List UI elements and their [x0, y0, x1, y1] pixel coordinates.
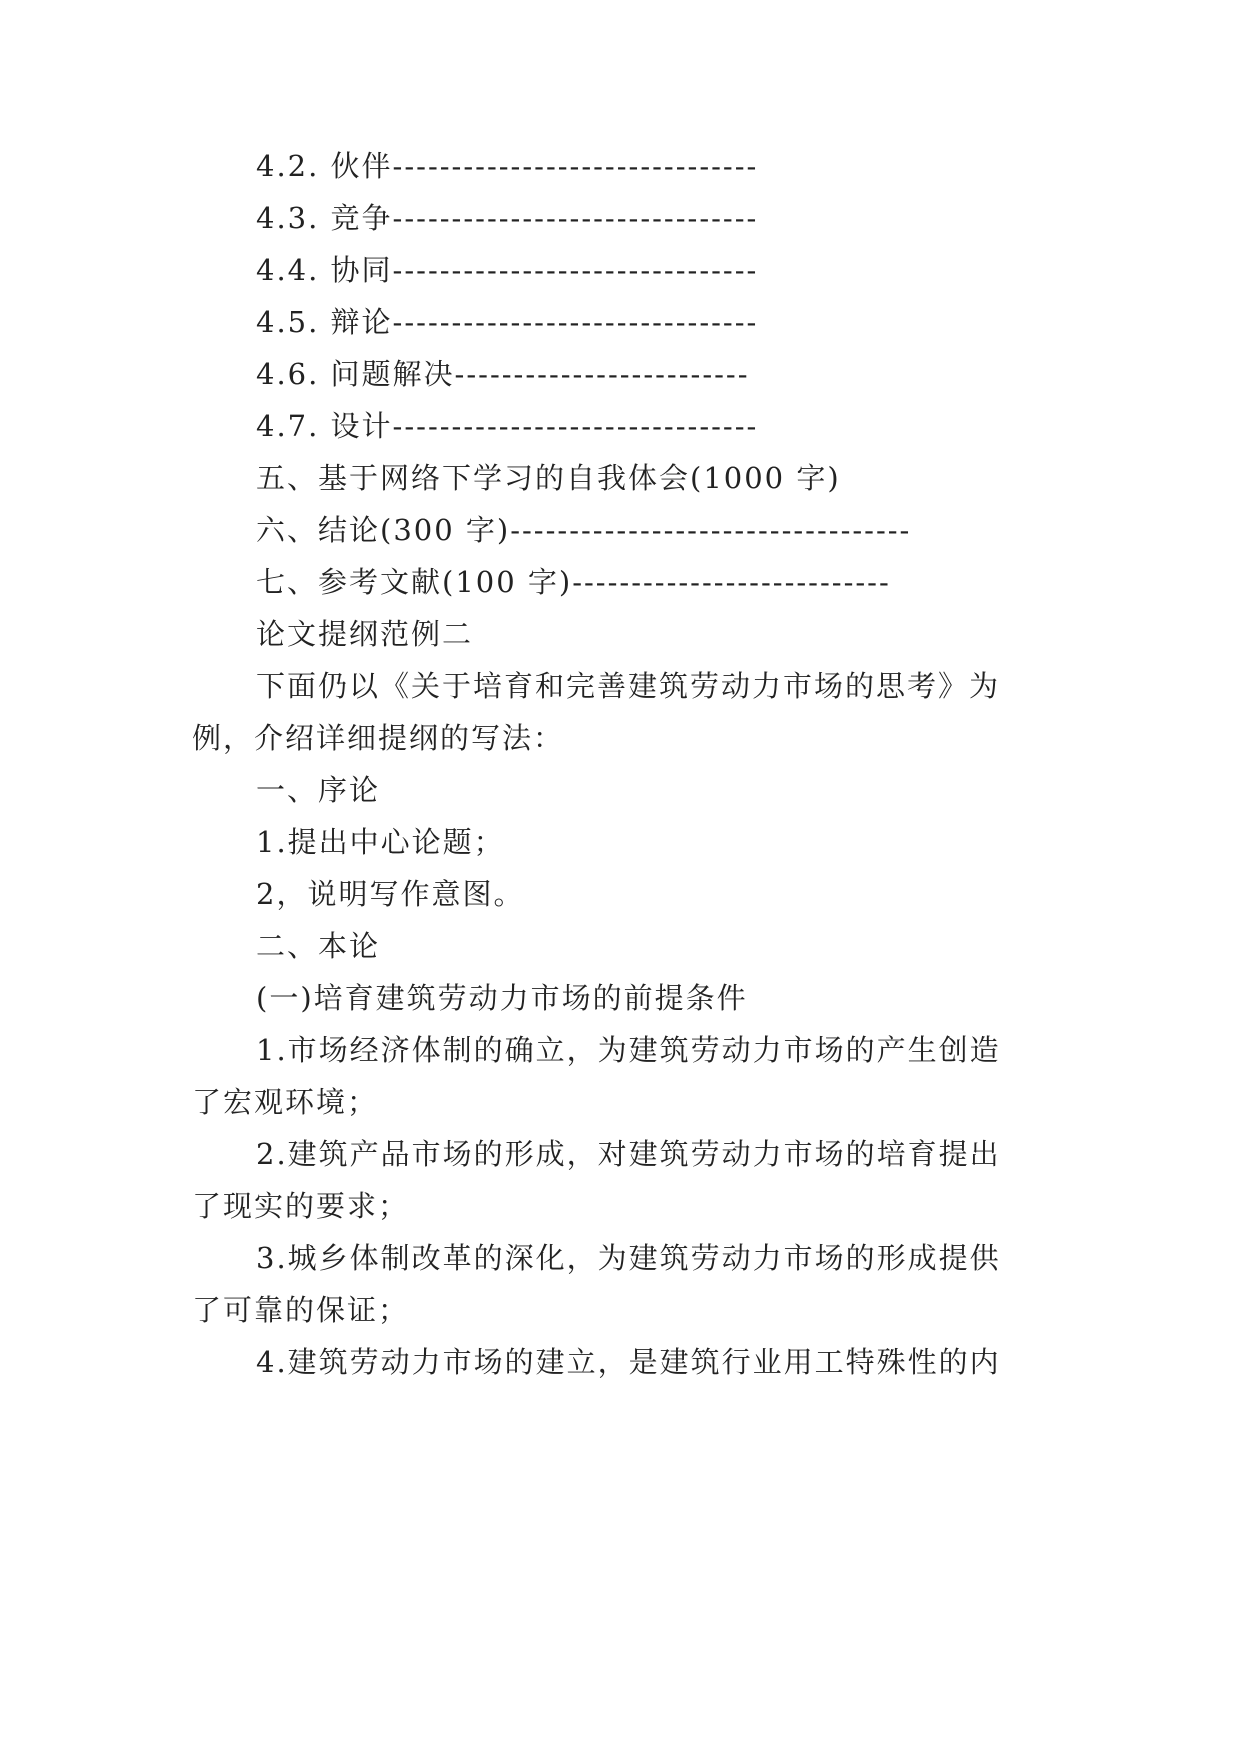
list-item: 1.市场经济体制的确立，为建筑劳动力市场的产生创造: [256, 1033, 1001, 1067]
outline-section-5: 五、基于网络下学习的自我体会(1000 字): [256, 461, 841, 495]
paragraph-line: 下面仍以《关于培育和完善建筑劳动力市场的思考》为: [256, 669, 1001, 703]
paragraph-line: 例，介绍详细提纲的写法：: [192, 721, 565, 755]
list-item: 4.建筑劳动力市场的建立，是建筑行业用工特殊性的内: [256, 1345, 1001, 1379]
list-item-continuation: 了宏观环境；: [192, 1085, 379, 1119]
list-item: 1.提出中心论题；: [256, 825, 505, 859]
outline-item-4-5: 4.5. 辩论-------------------------------: [256, 305, 759, 339]
outline-item-4-4: 4.4. 协同-------------------------------: [256, 253, 759, 287]
outline-item-4-6: 4.6. 问题解决-------------------------: [256, 357, 750, 391]
section-heading-body: 二、本论: [256, 929, 381, 963]
example-heading: 论文提纲范例二: [256, 617, 474, 651]
list-item-continuation: 了现实的要求；: [192, 1189, 410, 1223]
list-item: 2.建筑产品市场的形成，对建筑劳动力市场的培育提出: [256, 1137, 1001, 1171]
list-item: 2，说明写作意图。: [256, 877, 525, 911]
section-heading-intro: 一、序论: [256, 773, 381, 807]
outline-section-6: 六、结论(300 字)----------------------------------: [256, 513, 912, 547]
subsection-heading: (一)培育建筑劳动力市场的前提条件: [256, 981, 748, 1015]
list-item: 3.城乡体制改革的深化，为建筑劳动力市场的形成提供: [256, 1241, 1001, 1275]
outline-section-7: 七、参考文献(100 字)---------------------------: [256, 565, 891, 599]
outline-item-4-3: 4.3. 竞争-------------------------------: [256, 201, 759, 235]
list-item-continuation: 了可靠的保证；: [192, 1293, 410, 1327]
outline-item-4-7: 4.7. 设计-------------------------------: [256, 409, 759, 443]
outline-item-4-2: 4.2. 伙伴-------------------------------: [256, 149, 759, 183]
